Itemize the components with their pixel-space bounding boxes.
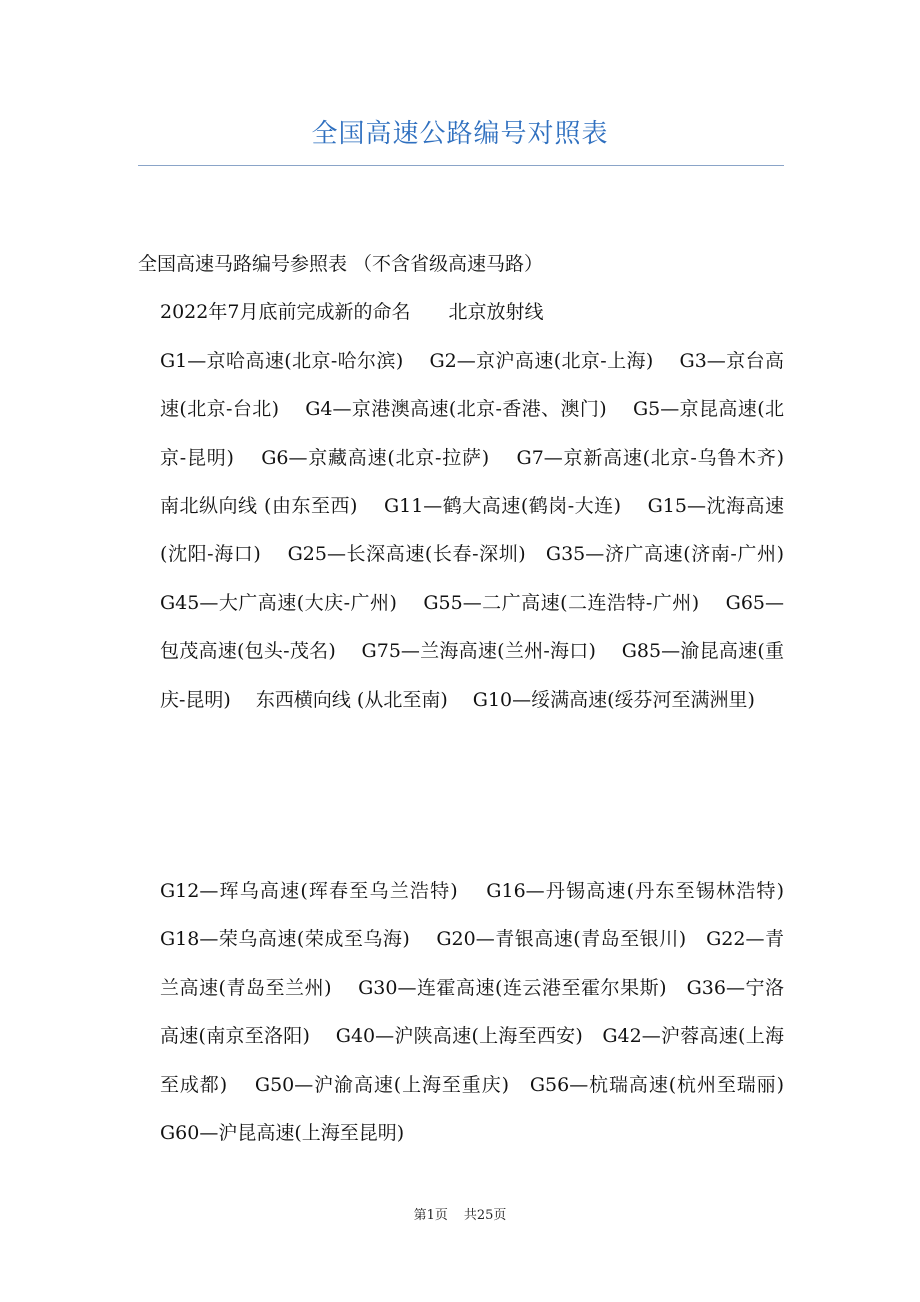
page-footer <box>0 1204 920 1228</box>
paragraph-routes-radial-and-ns: G1—京哈高速(北京-哈尔滨) G2—京沪高速(北京-上海) G3—京台高速(北京-台北) G4—京港澳高速(北京-香港、澳门) G5—京昆高速(北京-昆明) G6—京藏高速(北京-拉萨) G7—京新高速(北京-乌鲁木齐) 南北纵向线 (由东至西) G11—鹤大高速(鹤岗-大连) G15—沈海高速(沈阳-海口) G25—长深高速(长春-深圳) G35—济广高速(济南-广州) G45—大广高速(大庆-广州) G55—二广高速(二连浩特-广州) G65—包茂高速(包头-茂名) G75—兰海高速(兰州-海口) G85—渝昆高速(重庆-昆明) 东西横向线 (从北至南) G10—绥满高速(绥芬河至满洲里) <box>160 349 810 711</box>
title-divider <box>138 165 784 166</box>
paragraph-subtitle: 全国高速马路编号参照表 （不含省级高速马路） <box>138 253 544 275</box>
page-number: 第1页 <box>413 1208 448 1223</box>
body-section-1 <box>138 240 810 724</box>
document-title: 全国高速公路编号对照表 <box>311 119 609 149</box>
paragraph-routes-east-west: G12—珲乌高速(珲春至乌兰浩特) G16—丹锡高速(丹东至锡林浩特) G18—荣乌高速(荣成至乌海) G20—青银高速(青岛至银川) G22—青兰高速(青岛至兰州) G30—连霍高速(连云港至霍尔果斯) G36—宁洛高速(南京至洛阳) G40—沪陕高速(上海至西安) G42—沪蓉高速(上海至成都) G50—沪渝高速(上海至重庆) G56—杭瑞高速(杭州至瑞丽) G60—沪昆高速(上海至昆明) <box>160 880 810 1145</box>
paragraph-naming-date: 2022年7月底前完成新的命名 北京放射线 <box>160 301 544 324</box>
body-section-2 <box>138 867 810 1157</box>
page-total: 共25页 <box>463 1208 507 1223</box>
